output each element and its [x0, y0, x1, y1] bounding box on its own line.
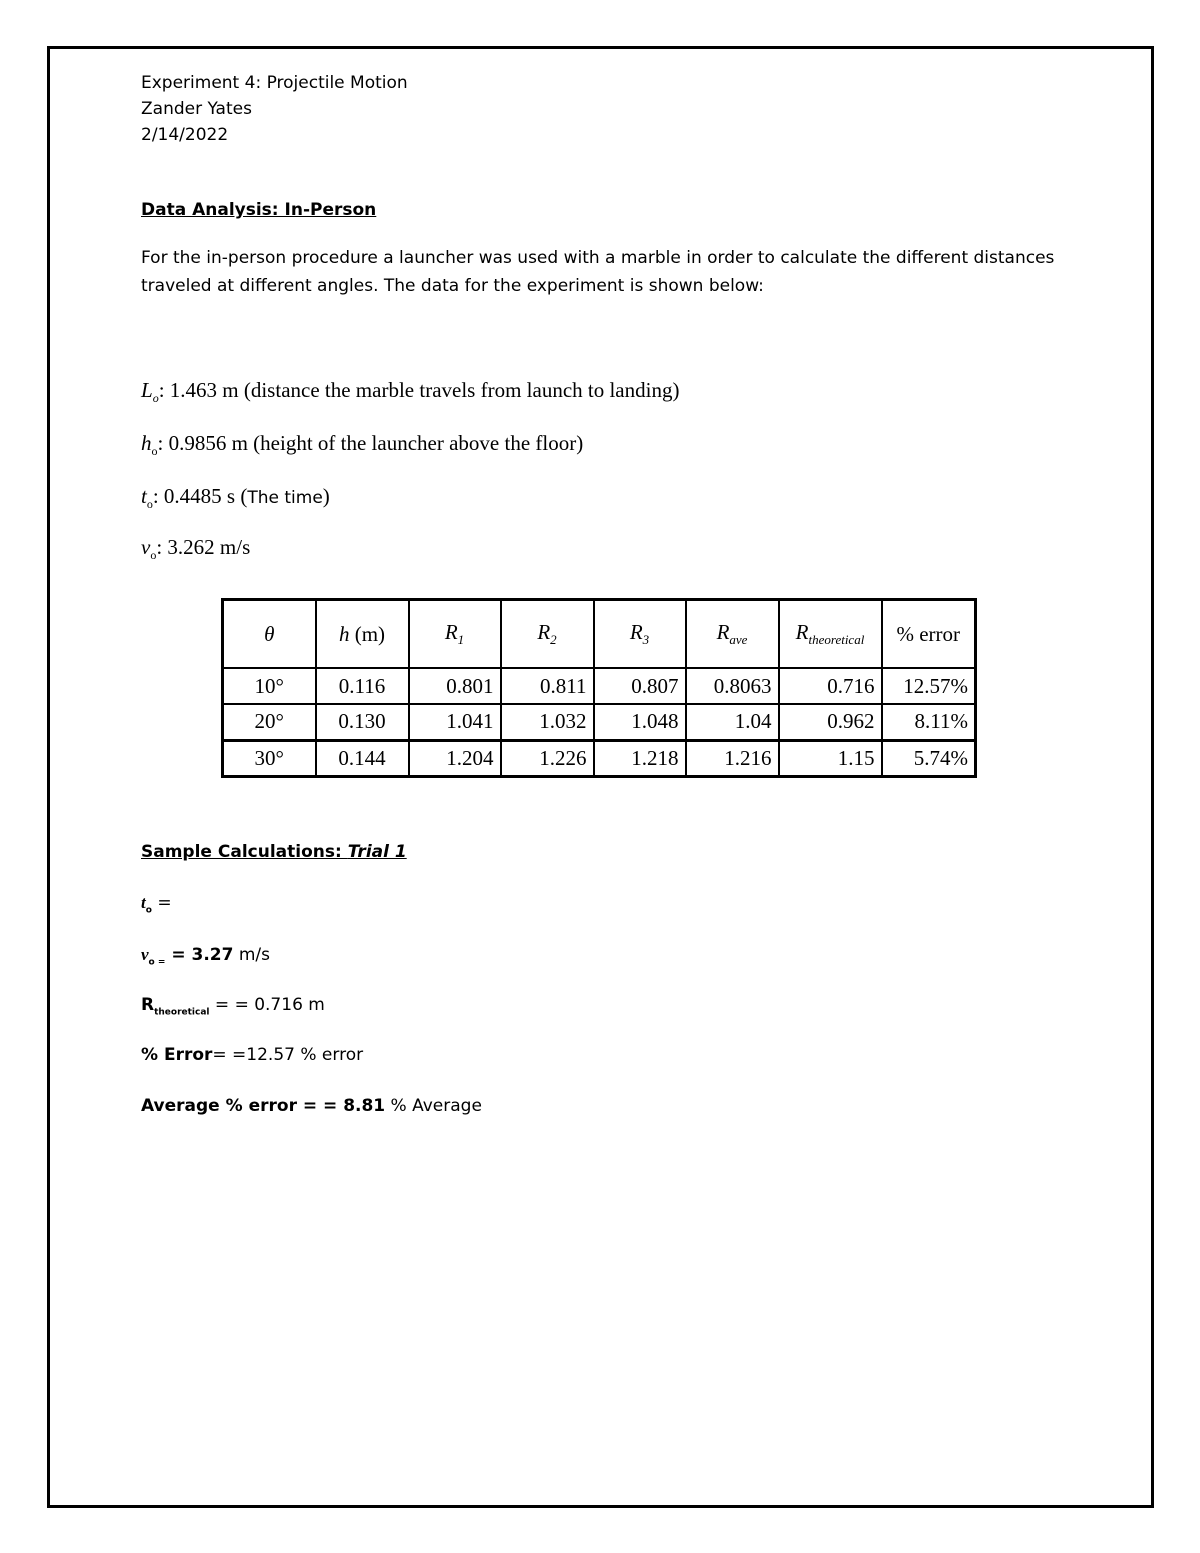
- intro-paragraph-line-1: For the in-person procedure a launcher was used with a marble in order to calculate the different distances: [141, 248, 1055, 268]
- calc-t-label: t: [141, 893, 146, 912]
- calc-average-rest: % Average: [385, 1096, 482, 1116]
- calc-t-sub: o: [145, 905, 152, 916]
- cell-theta: 20°: [223, 704, 316, 740]
- cell-percent-error: 12.57%: [882, 668, 976, 704]
- cell-r3: 0.807: [594, 668, 686, 704]
- table-row: [223, 668, 976, 704]
- cell-rave: 0.8063: [686, 668, 779, 704]
- cell-percent-error: 5.74%: [882, 740, 976, 776]
- header-percent-error: % error: [882, 600, 976, 669]
- header-h: h (m): [316, 600, 409, 669]
- cell-percent-error: 8.11%: [882, 704, 976, 740]
- calc-percent-error: [141, 1045, 363, 1065]
- variable-h-symbol: h: [141, 431, 152, 455]
- cell-theta: 10°: [223, 668, 316, 704]
- cell-h: 0.116: [316, 668, 409, 704]
- calc-v-label: v: [141, 945, 149, 964]
- calc-r-theoretical: [141, 995, 325, 1017]
- variable-t-note: The time: [247, 488, 323, 508]
- variable-L-symbol: L: [141, 378, 153, 402]
- calc-v-sub: o =: [148, 957, 166, 968]
- calc-v-rest: = 3.27: [165, 945, 234, 965]
- header-r2: $R_2$: [501, 600, 594, 669]
- section-title: Data Analysis: In-Person: [141, 200, 377, 220]
- variable-v-subscript: o: [150, 548, 157, 563]
- calc-v: [141, 945, 270, 967]
- calc-t-rest: =: [151, 893, 172, 913]
- cell-r3: 1.218: [594, 740, 686, 776]
- header-theta: θ: [223, 600, 316, 669]
- variable-h: [141, 431, 583, 459]
- cell-rave: 1.216: [686, 740, 779, 776]
- variable-t-symbol: t: [141, 484, 147, 508]
- intro-paragraph-line-2: traveled at different angles. The data for the experiment is shown below:: [141, 276, 764, 296]
- cell-r2: 0.811: [501, 668, 594, 704]
- table-header-row: [223, 600, 976, 669]
- cell-rtheoretical: 1.15: [779, 740, 882, 776]
- author-name: Zander Yates: [141, 99, 252, 119]
- report-date: 2/14/2022: [141, 125, 229, 145]
- variable-t-close: ): [322, 484, 330, 508]
- variable-t-subscript: o: [146, 497, 153, 512]
- cell-h: 0.144: [316, 740, 409, 776]
- cell-r1: 1.041: [409, 704, 501, 740]
- sample-calculations-title: Sample Calculations: Trial 1: [141, 842, 407, 862]
- calc-r-sub: theoretical: [154, 1007, 210, 1018]
- cell-h: 0.130: [316, 704, 409, 740]
- cell-r3: 1.048: [594, 704, 686, 740]
- cell-rave: 1.04: [686, 704, 779, 740]
- variable-L-text: : 1.463 m (distance the marble travels from launch to landing): [158, 378, 680, 402]
- header-r1: $R_1$: [409, 600, 501, 669]
- experiment-title: Experiment 4: Projectile Motion: [141, 73, 408, 93]
- cell-r2: 1.032: [501, 704, 594, 740]
- variable-v-symbol: v: [141, 535, 151, 559]
- header-rave: $R_{ave}$: [686, 600, 779, 669]
- calc-average-error: [141, 1096, 482, 1116]
- variable-L-subscript: o: [152, 391, 159, 406]
- cell-r1: 1.204: [409, 740, 501, 776]
- variable-v: [141, 535, 250, 563]
- variable-v-text: : 3.262 m/s: [156, 535, 251, 559]
- variable-h-text: : 0.9856 m (height of the launcher above the floor): [157, 431, 584, 455]
- sample-calculations-trial: Trial 1: [347, 842, 407, 862]
- data-table: [221, 598, 977, 778]
- table-row: [223, 740, 976, 776]
- calc-r-label: R: [141, 995, 155, 1015]
- calc-t: [141, 893, 172, 915]
- table-row: [223, 704, 976, 740]
- calc-r-rest: = = 0.716 m: [209, 995, 325, 1015]
- calc-v-unit: m/s: [233, 945, 270, 965]
- calc-error-label: % Error: [141, 1045, 213, 1065]
- variable-h-subscript: o: [151, 444, 158, 459]
- calc-average-label: Average % error = = 8.81: [141, 1096, 386, 1116]
- header-r3: $R_3$: [594, 600, 686, 669]
- variable-L: [141, 378, 679, 406]
- cell-r1: 0.801: [409, 668, 501, 704]
- cell-theta: 30°: [223, 740, 316, 776]
- cell-rtheoretical: 0.716: [779, 668, 882, 704]
- variable-t: [141, 484, 330, 512]
- variable-t-value: : 0.4485 s (: [152, 484, 248, 508]
- calc-error-rest: = =12.57 % error: [212, 1045, 364, 1065]
- cell-rtheoretical: 0.962: [779, 704, 882, 740]
- cell-r2: 1.226: [501, 740, 594, 776]
- header-rtheoretical: $R_{theoretical}$: [779, 600, 882, 669]
